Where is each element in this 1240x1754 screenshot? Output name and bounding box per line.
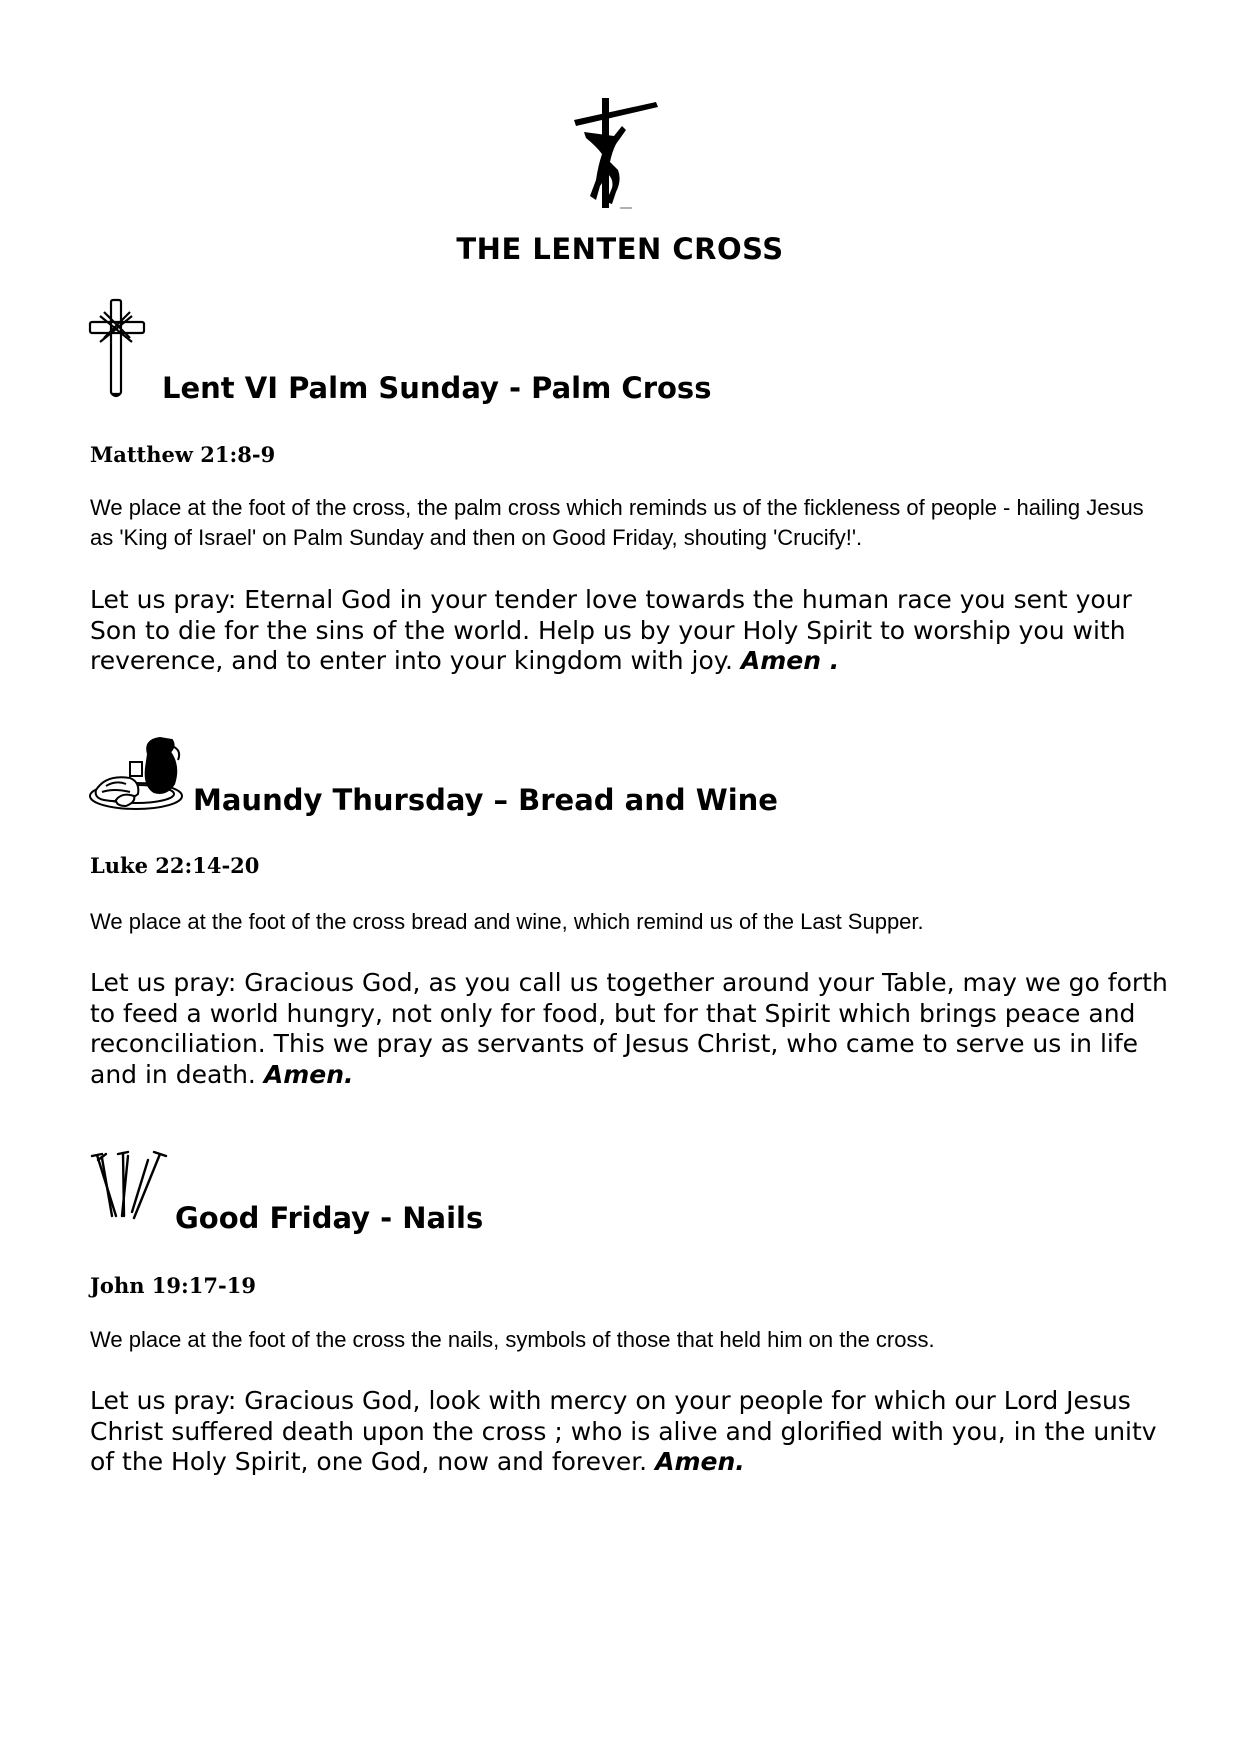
amen-text: Amen. <box>655 1447 745 1476</box>
prayer-text-palm-sunday <box>90 585 1170 677</box>
scripture-reference-maundy-thursday: Luke 22:14-20 <box>90 853 260 878</box>
scripture-reference-palm-sunday: Matthew 21:8-9 <box>90 442 276 467</box>
prayer-text: Let us pray: Eternal God in your tender love towards the human race you sent your Son to die for the sins of the world. Help us by your Holy Spirit to worship you with reverence, and to enter into your kingdom with joy. <box>90 585 1132 675</box>
amen-text: Amen . <box>740 646 840 675</box>
section-heading-good-friday: Good Friday - Nails <box>175 1201 484 1235</box>
prayer-text: Let us pray: Gracious God, as you call us together around your Table, may we go forth to feed a world hungry, not only for food, but for that Spirit which brings peace and reconciliation. This we pray as servants of Jesus Christ, who came to serve us in life and in death. <box>90 968 1168 1089</box>
intro-text-maundy-thursday <box>90 907 1170 937</box>
scripture-reference-good-friday: John 19:17-19 <box>90 1273 256 1298</box>
document-title: THE LENTEN CROSS <box>456 232 784 266</box>
intro-text: We place at the foot of the cross the nails, symbols of those that held him on the cross. <box>90 1327 935 1352</box>
intro-text: We place at the foot of the cross, the palm cross which reminds us of the fickleness of people - hailing Jesus as 'King of Israel' on Palm Sunday and then on Good Friday, shouting 'Crucify!'. <box>90 495 1144 550</box>
palm-cross-icon <box>86 298 148 398</box>
intro-text-good-friday <box>90 1325 1170 1355</box>
section-heading-palm-sunday: Lent VI Palm Sunday - Palm Cross <box>162 371 712 405</box>
intro-text: We place at the foot of the cross bread and wine, which remind us of the Last Supper. <box>90 909 924 934</box>
prayer-text: Let us pray: Gracious God, look with mercy on your people for which our Lord Jesus Christ suffered death upon the cross ; who is alive and glorified with you, in the unitv of the Holy Spirit, one God, now and forever. <box>90 1386 1157 1476</box>
amen-text: Amen. <box>263 1059 354 1089</box>
intro-text-palm-sunday <box>90 493 1170 553</box>
bread-and-wine-icon <box>86 736 186 812</box>
prayer-text-good-friday <box>90 1386 1170 1478</box>
crucifix-icon <box>562 96 662 226</box>
nails-icon <box>88 1150 170 1222</box>
section-heading-maundy-thursday: Maundy Thursday – Bread and Wine <box>193 783 778 817</box>
prayer-text-maundy-thursday <box>90 968 1170 1090</box>
